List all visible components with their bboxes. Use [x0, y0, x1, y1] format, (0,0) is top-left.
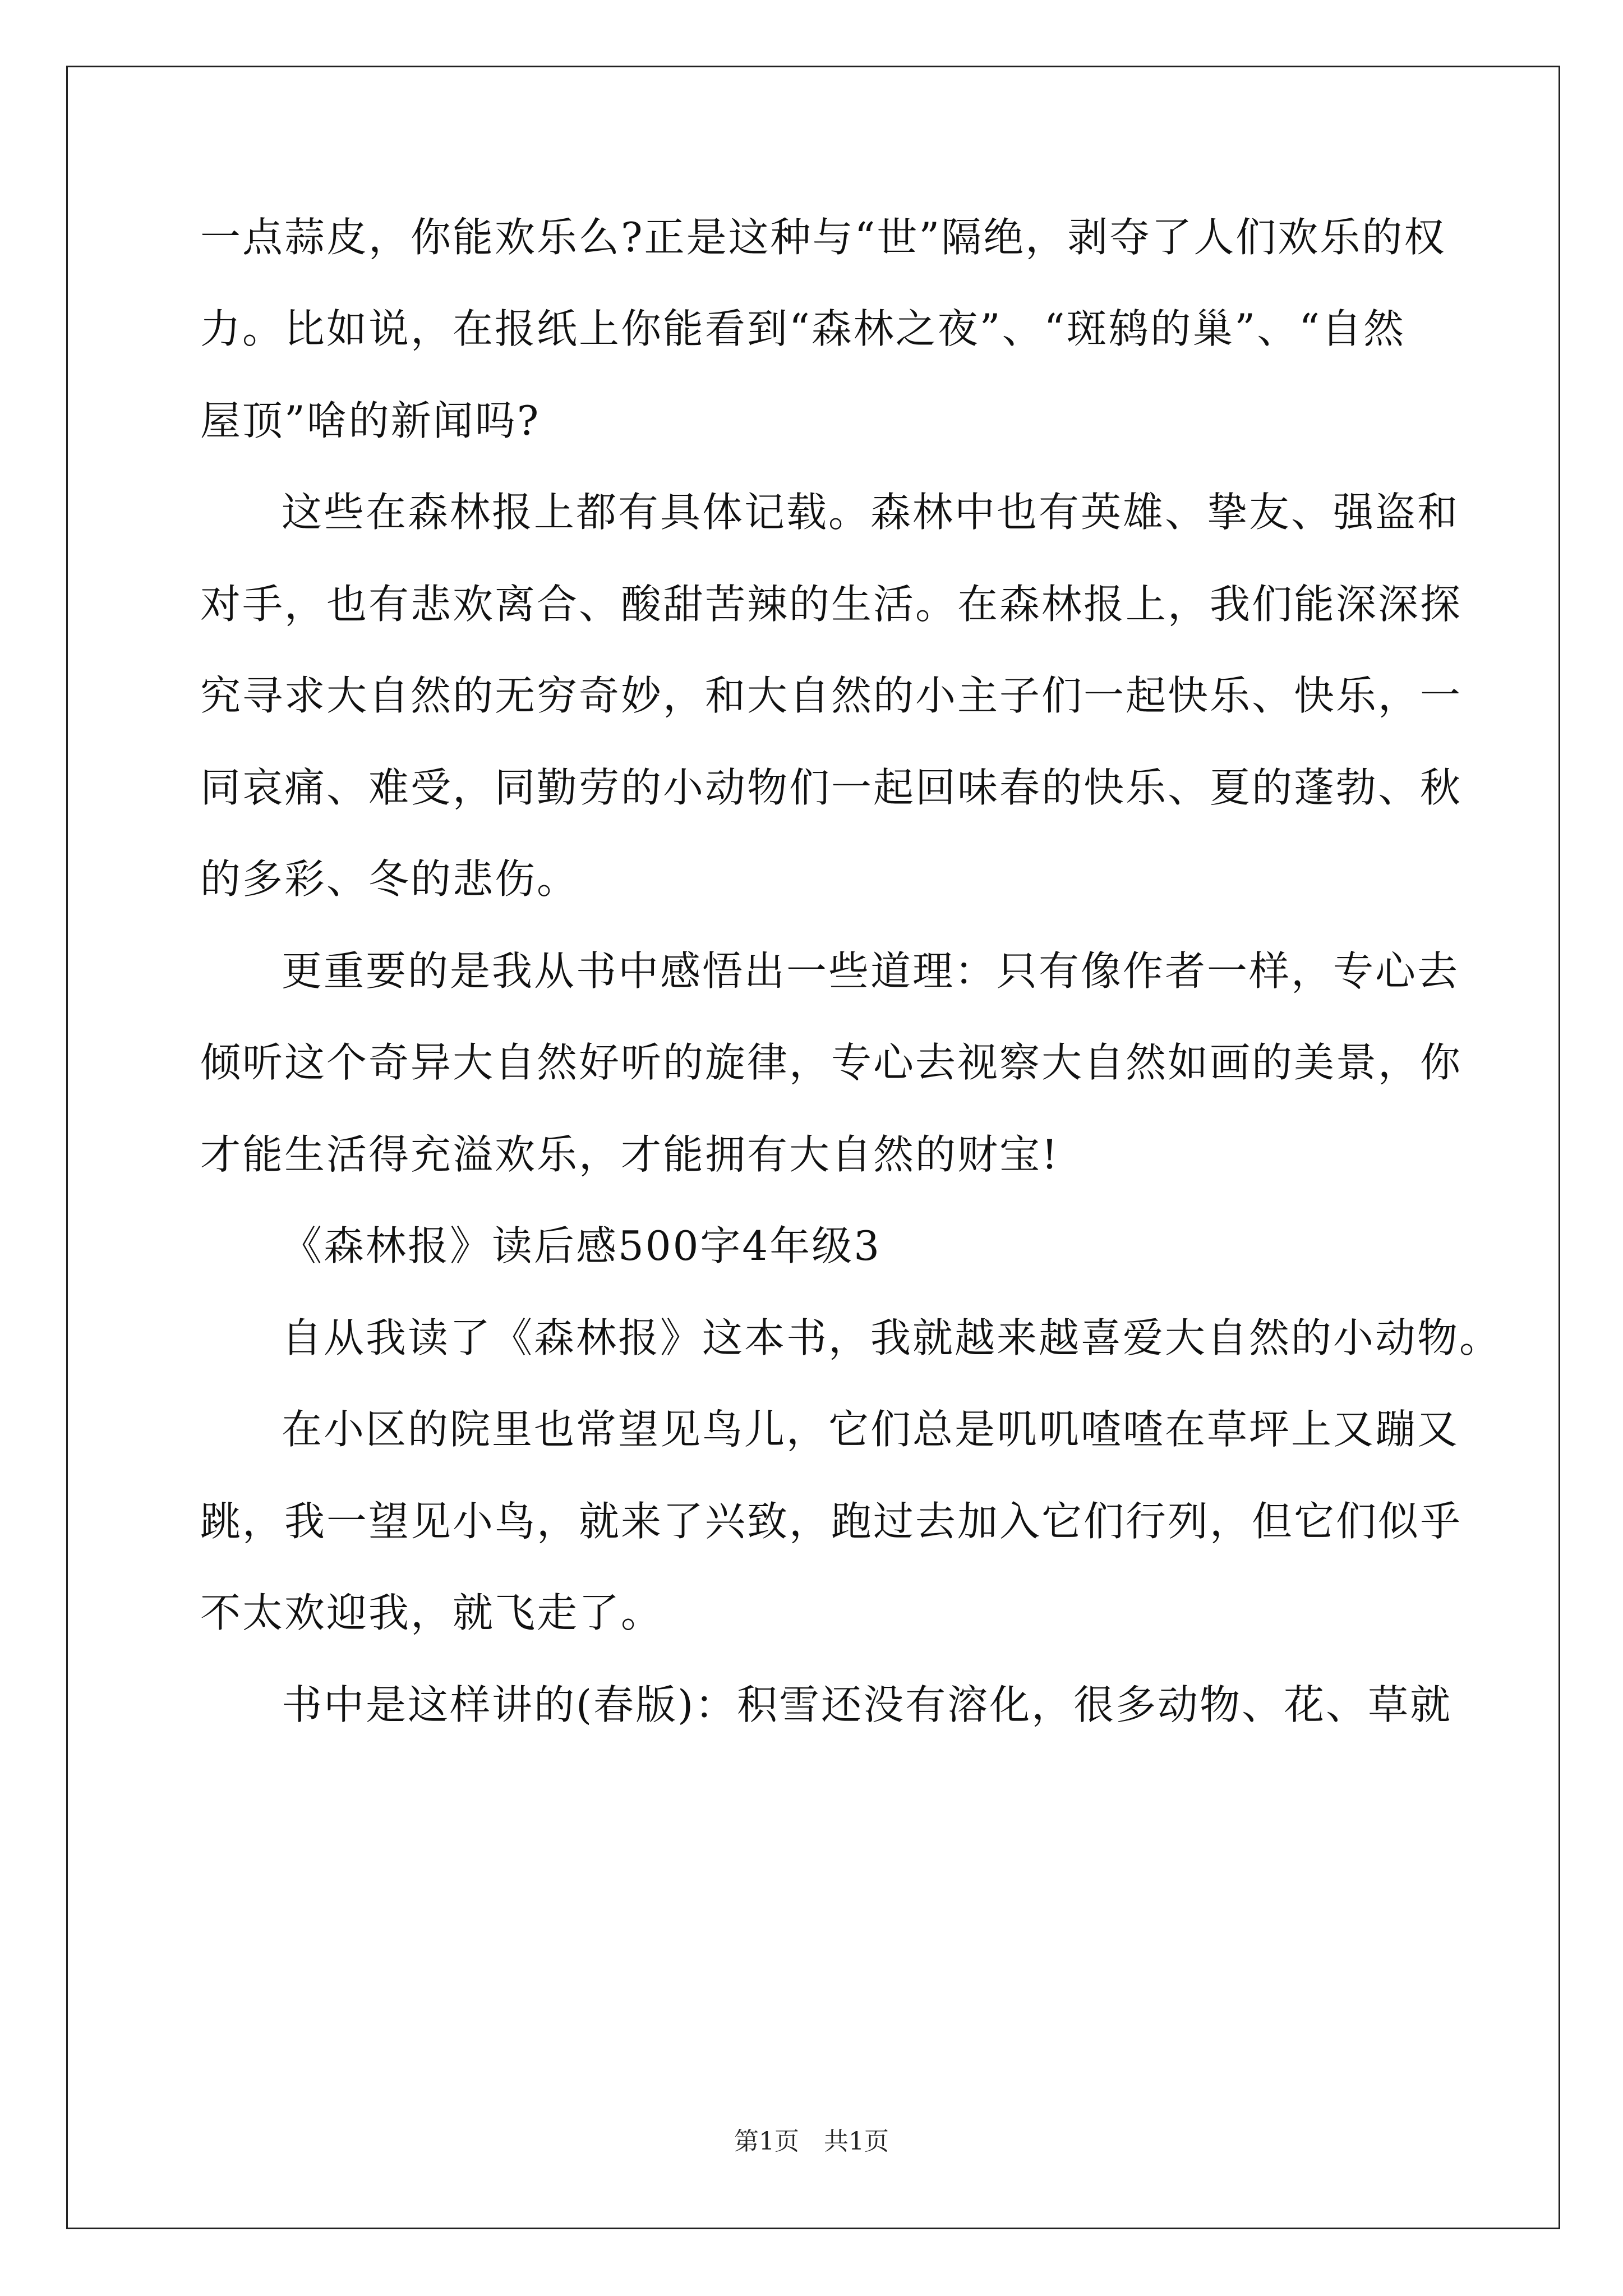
- text-line-6: 究寻求大自然的无穷奇妙，和大自然的小主子们一起快乐、快乐，一: [200, 672, 1463, 719]
- text-line-7: 同哀痛、难受，同勤劳的小动物们一起回味春的快乐、夏的蓬勃、秋: [200, 764, 1463, 811]
- section-heading: 《森林报》读后感500字4年级3: [282, 1222, 882, 1269]
- text-line-17: 书中是这样讲的(春版)：积雪还没有溶化，很多动物、花、草就: [282, 1681, 1453, 1728]
- page-number-footer: 第1页 共1页: [734, 2127, 889, 2156]
- text-line-1: 一点蒜皮，你能欢乐么?正是这种与“世”隔绝，剥夺了人们欢乐的权: [200, 214, 1446, 261]
- text-line-4: 这些在森林报上都有具体记载。森林中也有英雄、挚友、强盗和: [282, 489, 1460, 536]
- text-line-11: 才能生活得充溢欢乐，才能拥有大自然的财宝!: [200, 1131, 1059, 1178]
- text-line-5: 对手，也有悲欢离合、酸甜苦辣的生活。在森林报上，我们能深深探: [200, 581, 1463, 628]
- text-line-13: 自从我读了《森林报》这本书，我就越来越喜爱大自然的小动物。: [282, 1314, 1502, 1361]
- text-line-3: 屋顶”啥的新闻吗?: [200, 397, 541, 444]
- text-line-8: 的多彩、冬的悲伤。: [200, 855, 579, 903]
- text-line-9: 更重要的是我从书中感悟出一些道理：只有像作者一样，专心去: [282, 947, 1460, 995]
- text-line-16: 不太欢迎我，就飞走了。: [200, 1589, 663, 1636]
- text-line-15: 跳，我一望见小鸟，就来了兴致，跑过去加入它们行列，但它们似乎: [200, 1498, 1463, 1545]
- text-line-2: 力。比如说，在报纸上你能看到“森林之夜”、“斑鸫的巢”、“自然: [200, 305, 1406, 352]
- text-line-14: 在小区的院里也常望见鸟儿，它们总是叽叽喳喳在草坪上又蹦又: [282, 1406, 1460, 1453]
- text-line-10: 倾听这个奇异大自然好听的旋律，专心去视察大自然如画的美景，你: [200, 1039, 1463, 1086]
